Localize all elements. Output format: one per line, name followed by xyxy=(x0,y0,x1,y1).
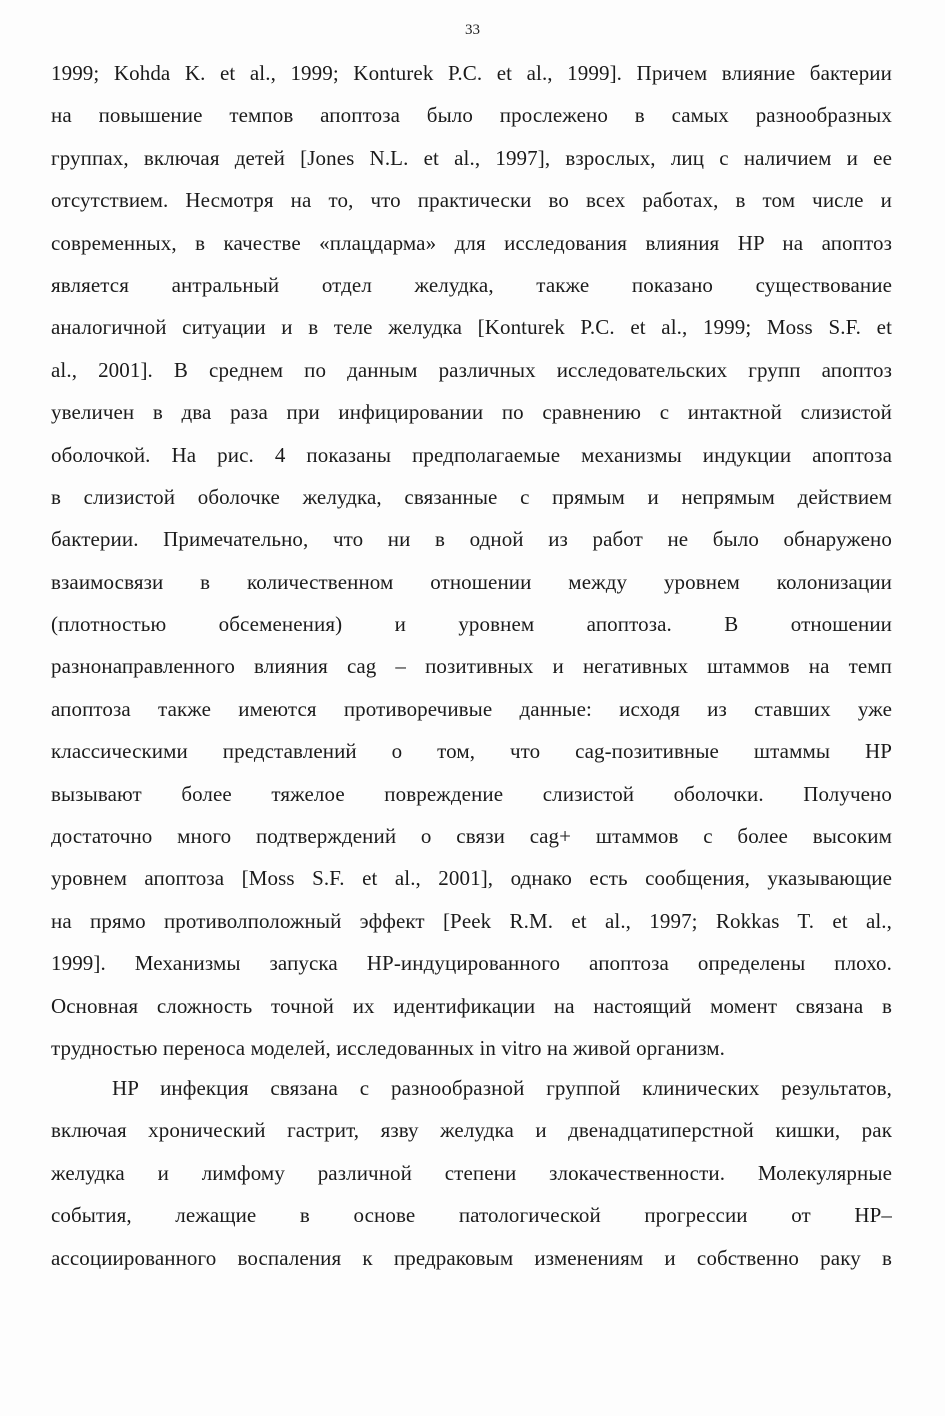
text-line: современных, в качестве «плацдарма» для исследования влияния HP на апоптоз xyxy=(51,230,892,255)
text-line: апоптоза также имеются противоречивые данные: исходя из ставших уже xyxy=(51,696,892,721)
text-line: классическими представлений о том, что cag-позитивные штаммы HP xyxy=(51,739,892,764)
text-line: достаточно много подтверждений о связи cag+ штаммов с более высоким xyxy=(51,824,892,849)
text-line: ассоциированного воспаления к предраковым изменениям и собственно раку в xyxy=(51,1245,892,1270)
text-line: является антральный отдел желудка, также показано существование xyxy=(51,272,892,297)
text-line: группах, включая детей [Jones N.L. et al., 1997], взрослых, лиц с наличием и ее xyxy=(51,145,892,170)
text-line: 1999]. Механизмы запуска HP-индуцированного апоптоза определены плохо. xyxy=(51,951,892,976)
text-line: оболочкой. На рис. 4 показаны предполагаемые механизмы индукции апоптоза xyxy=(51,442,892,467)
text-line: 1999; Kohda K. et al., 1999; Konturek P.C. et al., 1999]. Причем влияние бактерии xyxy=(51,61,892,85)
text-line: на повышение темпов апоптоза было прослежено в самых разнообразных xyxy=(51,103,892,128)
text-line: события, лежащие в основе патологической прогрессии от HP– xyxy=(51,1203,892,1228)
text-line: (плотностью обсеменения) и уровнем апоптоза. В отношении xyxy=(51,612,892,637)
text-line: вызывают более тяжелое повреждение слизистой оболочки. Получено xyxy=(51,781,892,806)
text-line: al., 2001]. В среднем по данным различных исследовательских групп апоптоз xyxy=(51,357,892,382)
text-line: HP инфекция связана с разнообразной группой клинических результатов, xyxy=(112,1076,892,1100)
text-line: в слизистой оболочке желудка, связанные с прямым и непрямым действием xyxy=(51,484,892,509)
text-line: включая хронический гастрит, язву желудка и двенадцатиперстной кишки, рак xyxy=(51,1118,892,1143)
text-line: уровнем апоптоза [Moss S.F. et al., 2001], однако есть сообщения, указывающие xyxy=(51,866,892,891)
text-line: на прямо противолположный эффект [Peek R.M. et al., 1997; Rokkas T. et al., xyxy=(51,908,892,933)
text-line: разнонаправленного влияния cag – позитивных и негативных штаммов на темп xyxy=(51,654,892,679)
text-line: увеличен в два раза при инфицировании по сравнению с интактной слизистой xyxy=(51,400,892,425)
text-line: желудка и лимфому различной степени злокачественности. Молекулярные xyxy=(51,1160,892,1185)
text-line: аналогичной ситуации и в теле желудка [Konturek P.C. et al., 1999; Moss S.F. et xyxy=(51,315,892,340)
page-number: 33 xyxy=(465,22,480,38)
text-line: трудностью переноса моделей, исследованных in vitro на живой организм. xyxy=(51,1035,725,1060)
text-line: взаимосвязи в количественном отношении между уровнем колонизации xyxy=(51,569,892,594)
paragraph-2 xyxy=(51,1067,892,1279)
text-line: бактерии. Примечательно, что ни в одной из работ не было обнаружено xyxy=(51,527,892,552)
text-line: Основная сложность точной их идентификации на настоящий момент связана в xyxy=(51,993,892,1018)
paragraph-1 xyxy=(51,52,892,1069)
text-line: отсутствием. Несмотря на то, что практически во всех работах, в том числе и xyxy=(51,188,892,213)
